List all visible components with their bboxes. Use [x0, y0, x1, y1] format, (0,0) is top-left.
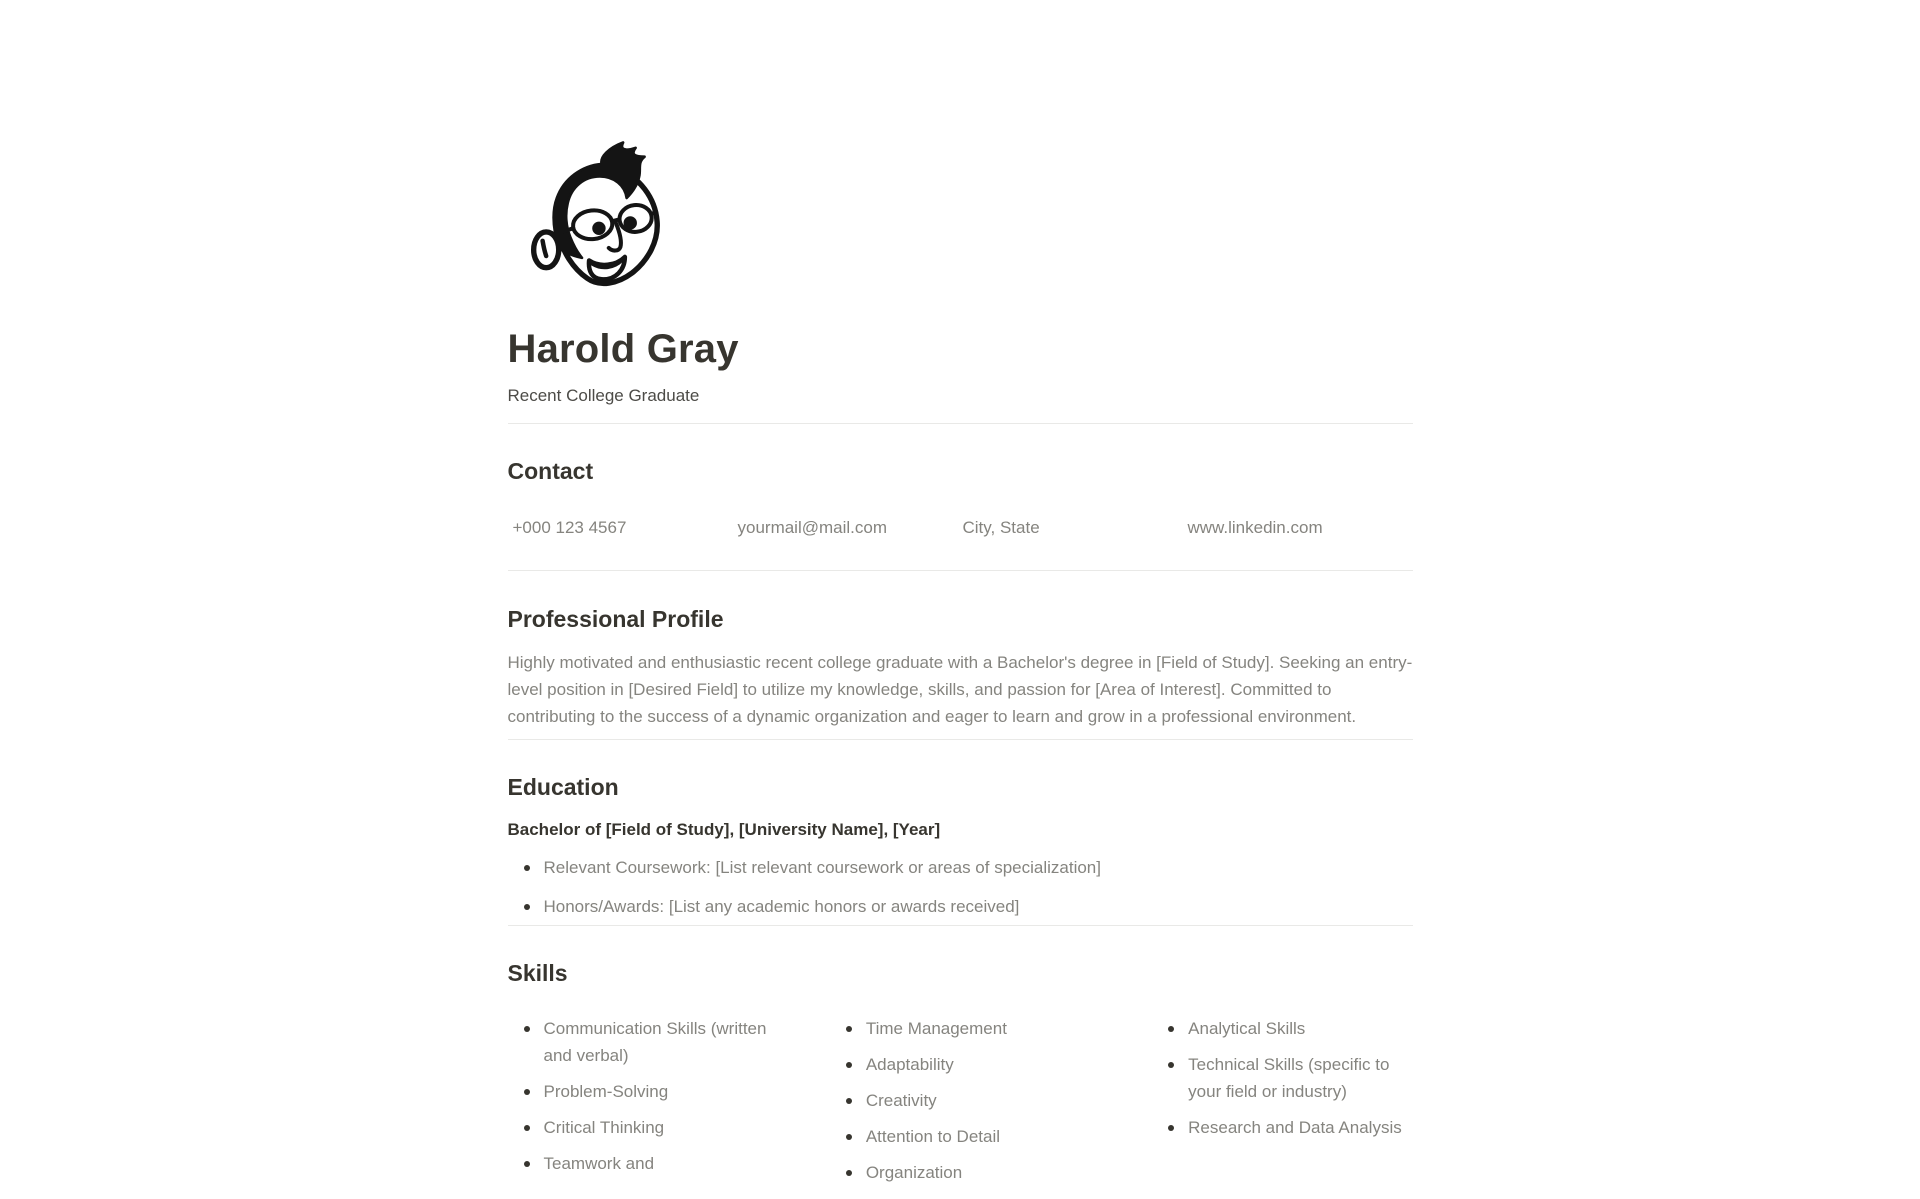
- contact-row: [508, 514, 1413, 541]
- list-item: Research and Data Analysis: [1188, 1114, 1412, 1141]
- skills-columns: [508, 1015, 1413, 1195]
- resume-page: [508, 0, 1413, 1195]
- section-divider: [508, 925, 1413, 926]
- section-divider: [508, 570, 1413, 571]
- section-skills: [508, 958, 1413, 1195]
- section-education: [508, 772, 1413, 920]
- section-divider: [508, 423, 1413, 424]
- skills-column-2: [830, 1015, 1090, 1195]
- list-item: Critical Thinking: [544, 1114, 768, 1141]
- list-item: Analytical Skills: [1188, 1015, 1412, 1042]
- profile-subtitle: Recent College Graduate: [507, 386, 700, 405]
- avatar: [514, 133, 1413, 297]
- list-item: Organization: [866, 1159, 1090, 1186]
- education-heading: Education: [507, 774, 619, 800]
- contact-email: yourmail@mail.com: [737, 518, 888, 537]
- list-item: Time Management: [866, 1015, 1090, 1042]
- list-item: Adaptability: [866, 1051, 1090, 1078]
- skills-column-3: [1152, 1015, 1412, 1195]
- page-title: Harold Gray: [507, 327, 739, 371]
- education-bullet-list: [508, 854, 1413, 920]
- professional-profile-heading: Professional Profile: [507, 606, 724, 632]
- list-item: Creativity: [866, 1087, 1090, 1114]
- list-item: Relevant Coursework: [List relevant coursework or areas of specialization]: [544, 854, 1413, 881]
- contact-website: www.linkedin.com: [1187, 518, 1323, 537]
- list-item: Attention to Detail: [866, 1123, 1090, 1150]
- section-professional-profile: [508, 604, 1413, 730]
- list-item: Problem-Solving: [544, 1078, 768, 1105]
- education-degree: Bachelor of [Field of Study], [University Name], [Year]: [507, 820, 941, 839]
- section-divider: [508, 739, 1413, 740]
- skills-heading: Skills: [507, 960, 568, 986]
- professional-profile-text: Highly motivated and enthusiastic recent college graduate with a Bachelor's degree in [Field of Study]. Seeking an entry-level position in [Desired Field] to utilize my knowledge, skills, and passion for [Area of Interest]. Committed to contributing to the success of a dynamic organization and eager to learn and grow in a professional environment.: [507, 653, 1413, 726]
- list-item: Technical Skills (specific to your field or industry): [1188, 1051, 1412, 1105]
- contact-phone: +000 123 4567: [512, 518, 627, 537]
- skills-column-1: [508, 1015, 768, 1195]
- contact-heading: Contact: [507, 458, 594, 484]
- man-with-glasses-avatar-icon: [514, 133, 666, 295]
- list-item: Communication Skills (written and verbal): [544, 1015, 768, 1069]
- contact-location: City, State: [962, 518, 1040, 537]
- list-item: Teamwork and: [544, 1150, 768, 1177]
- list-item: Honors/Awards: [List any academic honors or awards received]: [544, 893, 1413, 920]
- section-contact: [508, 456, 1413, 541]
